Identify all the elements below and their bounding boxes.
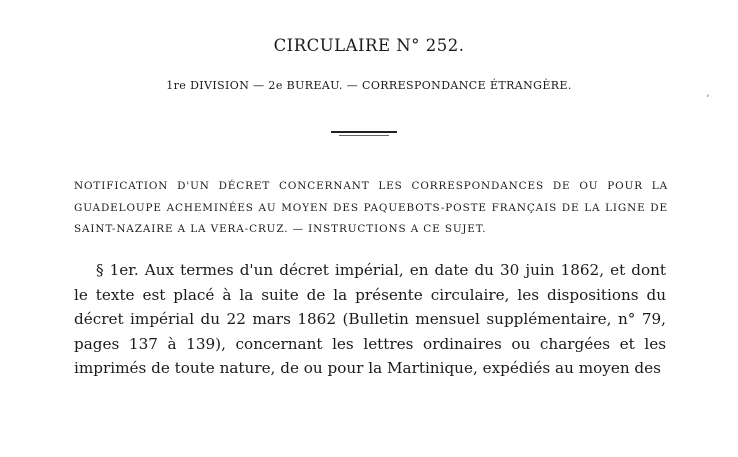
circular-title: CIRCULAIRE N° 252. — [273, 36, 465, 55]
print-speck: ʼ — [706, 94, 710, 105]
separator-rule — [331, 131, 397, 133]
division-line: 1re DIVISION — 2e BUREAU. — CORRESPONDANCE ÉTRANGÈRE. — [166, 79, 572, 92]
notification-heading: NOTIFICATION D'UN DÉCRET CONCERNANT LES CORRESPONDANCES DE OU POUR LA GUADELOUPE ACHEMINÉES AU MOYEN DES PAQUEBOTS-POSTE FRANÇAIS DE LA LIGNE DE SAINT-NAZAIRE A LA VERA-CRUZ. — INSTRUCTIONS A CE SUJET. — [74, 180, 668, 235]
body-paragraph: § 1er. Aux termes d'un décret impérial, en date du 30 juin 1862, et dont le texte est placé à la suite de la présente circulaire, les dispositions du décret impérial du 22 mars 1862 (Bulletin mensuel supplémentaire, n° 79, pages 137 à 139), concernant les lettres ordinaires ou chargées et les imprimés de toute nature, de ou pour la Martinique, expédiés au moyen des — [74, 261, 666, 377]
